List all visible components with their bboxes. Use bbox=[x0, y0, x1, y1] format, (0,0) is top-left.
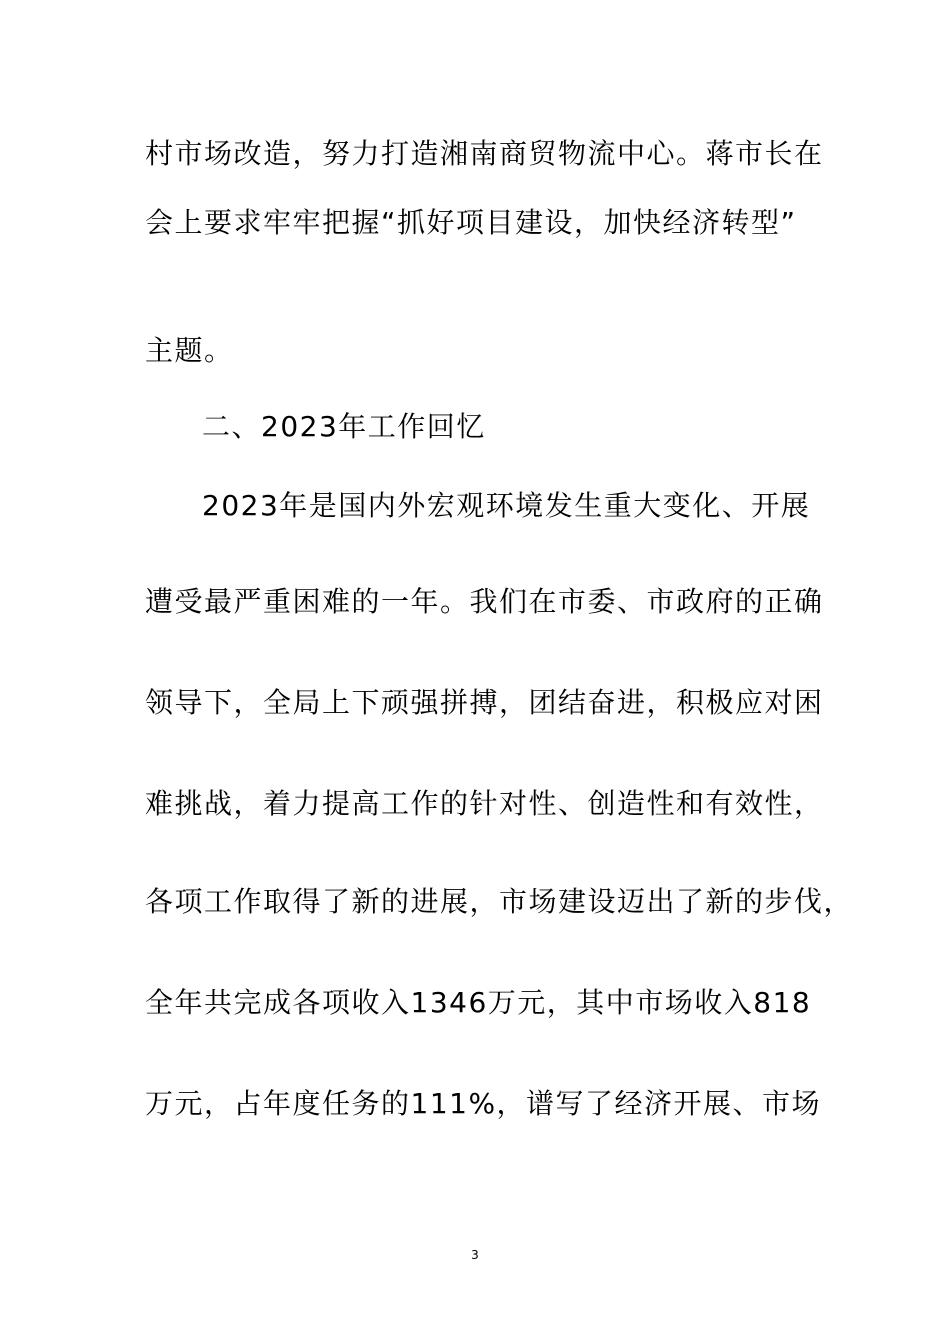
paragraph-line: 村市场改造，努力打造湘南商贸物流中心。蒋市长在 bbox=[145, 137, 824, 170]
page-number: 3 bbox=[471, 1248, 479, 1262]
paragraph-line: 各项工作取得了新的进展，市场建设迈出了新的步伐， bbox=[145, 885, 854, 918]
paragraph-line: 领导下，全局上下顽强拼搏，团结奋进，积极应对困 bbox=[145, 686, 824, 719]
paragraph-line: 难挑战，着力提高工作的针对性、创造性和有效性， bbox=[145, 787, 824, 820]
paragraph-line: 万元，占年度任务的111%，谱写了经济开展、市场 bbox=[145, 1087, 822, 1120]
paragraph-line: 会上要求牢牢把握“抓好项目建设，加快经济转型” bbox=[145, 206, 797, 239]
paragraph-line: 2023年是国内外宏观环境发生重大变化、开展 bbox=[202, 489, 811, 522]
section-heading: 二、2023年工作回忆 bbox=[202, 410, 486, 443]
paragraph-line: 全年共完成各项收入1346万元，其中市场收入818 bbox=[145, 986, 812, 1019]
paragraph-line: 遭受最严重困难的一年。我们在市委、市政府的正确 bbox=[145, 585, 824, 618]
paragraph-line: 主题。 bbox=[145, 334, 234, 367]
